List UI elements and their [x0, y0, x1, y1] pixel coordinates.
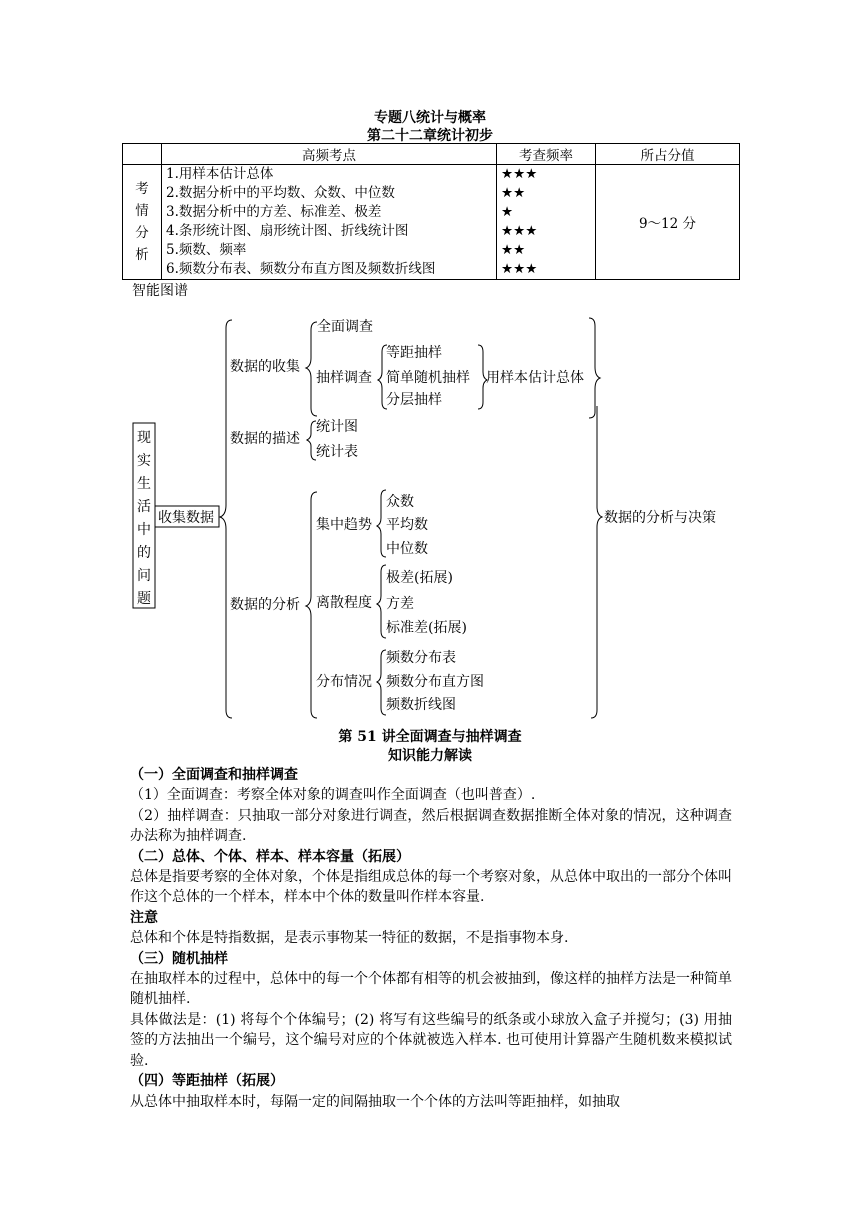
node-dispersion: 离散程度 [316, 595, 372, 611]
root-char: 实 [137, 453, 151, 469]
lecture-subtitle: 知识能力解读 [388, 748, 472, 764]
star-rating: ★★★ [501, 166, 538, 182]
root-char: 问 [137, 568, 151, 584]
node-full-survey: 全面调查 [317, 319, 373, 335]
paragraph: 从总体中抽取样本时，每隔一定的间隔抽取一个个体的方法叫等距抽样，如抽取 [130, 1093, 620, 1110]
star-rating: ★★ [501, 242, 526, 258]
chapter-subtitle: 第二十二章统计初步 [367, 128, 493, 144]
root-char: 活 [137, 499, 151, 515]
topic-item: 3.数据分析中的方差、标准差、极差 [166, 204, 382, 220]
node-data-description: 数据的描述 [230, 431, 300, 447]
node-simple-random: 简单随机抽样 [386, 370, 470, 386]
node-stat-chart: 统计图 [316, 419, 358, 435]
star-rating: ★★★ [501, 223, 538, 239]
collect-label: 收集数据 [158, 510, 214, 526]
node-sample-survey: 抽样调查 [316, 370, 372, 386]
diagram-heading: 智能图谱 [132, 283, 188, 299]
node-freq-polygon: 频数折线图 [386, 697, 456, 713]
brace-right-main [591, 406, 602, 718]
root-char: 生 [137, 476, 151, 492]
chapter-title: 专题八统计与概率 [374, 110, 486, 126]
node-data-collection: 数据的收集 [230, 359, 300, 375]
note-heading: 注意 [130, 909, 158, 926]
table-corner [123, 144, 162, 165]
section-heading: （一）全面调查和抽样调查 [130, 767, 298, 783]
node-data-analysis: 数据的分析 [230, 597, 300, 613]
paragraph: （2）抽样调查：只抽取一部分对象进行调查，然后根据调查数据推断全体对象的情况，这种调查办法称为抽样调查. [130, 807, 732, 845]
brace-central [377, 490, 386, 557]
topic-list [162, 165, 497, 280]
topic-item: 6.频数分布表、频数分布直方图及频数折线图 [166, 261, 436, 277]
col-topic-header: 高频考点 [162, 144, 497, 165]
brace-collection [306, 322, 317, 416]
paragraph: （1）全面调查：考察全体对象的调查叫作全面调查（也叫普查）. [130, 787, 536, 804]
brace-distribution [377, 650, 386, 715]
col-score-header: 所占分值 [596, 144, 740, 165]
node-stat-table: 统计表 [316, 444, 358, 460]
star-rating: ★★★ [501, 261, 538, 277]
node-mode: 众数 [386, 494, 414, 510]
frequency-table [122, 143, 740, 280]
score-value: 9～12 分 [596, 165, 740, 280]
node-range: 极差(拓展) [386, 570, 453, 586]
paragraph: 总体是指要考察的全体对象，个体是指组成总体的每一个考察对象，从总体中取出的一部分个体叫作这个总体的一个样本，样本中个体的数量叫作样本容量. [130, 869, 732, 906]
root-char: 题 [137, 591, 151, 607]
node-freq-table: 频数分布表 [386, 650, 456, 666]
section-heading: （四）等距抽样（拓展） [130, 1073, 284, 1090]
brace-right-top [589, 318, 600, 418]
brace-dispersion [377, 565, 386, 638]
node-mean: 平均数 [386, 517, 428, 533]
node-median: 中位数 [386, 541, 428, 557]
main-brace [220, 320, 232, 718]
star-list [497, 165, 596, 280]
node-systematic: 等距抽样 [386, 345, 442, 361]
node-stratified: 分层抽样 [386, 392, 442, 408]
star-rating: ★★ [501, 185, 526, 201]
lecture-title: 第 51 讲全面调查与抽样调查 [338, 729, 522, 745]
node-distribution: 分布情况 [316, 674, 372, 690]
node-decision: 数据的分析与决策 [604, 510, 716, 526]
lecture-content [130, 765, 732, 1112]
section-heading: （三）随机抽样 [130, 950, 228, 967]
node-variance: 方差 [386, 596, 414, 612]
star-rating: ★ [501, 204, 514, 220]
root-char: 现 [137, 430, 151, 446]
node-histogram: 频数分布直方图 [386, 674, 484, 690]
concept-map [0, 300, 860, 725]
topic-item: 2.数据分析中的平均数、众数、中位数 [166, 185, 395, 201]
node-std: 标准差(拓展) [386, 620, 467, 636]
node-estimate: 用样本估计总体 [486, 370, 584, 386]
root-char: 中 [137, 522, 151, 538]
topic-item: 4.条形统计图、扇形统计图、折线统计图 [166, 223, 409, 239]
root-char: 的 [137, 545, 151, 561]
section-heading: （二）总体、个体、样本、样本容量（拓展） [130, 848, 410, 865]
topic-item: 1.用样本估计总体 [166, 166, 274, 182]
paragraph: 总体和个体是特指数据，是表示事物某一特征的数据，不是指事物本身. [130, 930, 569, 947]
brace-description [307, 421, 316, 460]
paragraph: 在抽取样本的过程中，总体中的每一个个体都有相等的机会被抽到，像这样的抽样方法是一种简单随机抽样. [130, 971, 732, 1008]
paragraph: 具体做法是：(1) 将每个个体编号；(2) 将写有这些编号的纸条或小球放入盒子并搅匀；(3) 用抽签的方法抽出一个编号，这个编号对应的个体就被选入样本. 也可使用计算器产生随机数来模拟试验. [130, 1011, 732, 1069]
node-central: 集中趋势 [316, 517, 372, 533]
side-label: 考 情 分 析 [123, 165, 162, 280]
col-freq-header: 考查频率 [497, 144, 596, 165]
topic-item: 5.频数、频率 [166, 242, 247, 258]
